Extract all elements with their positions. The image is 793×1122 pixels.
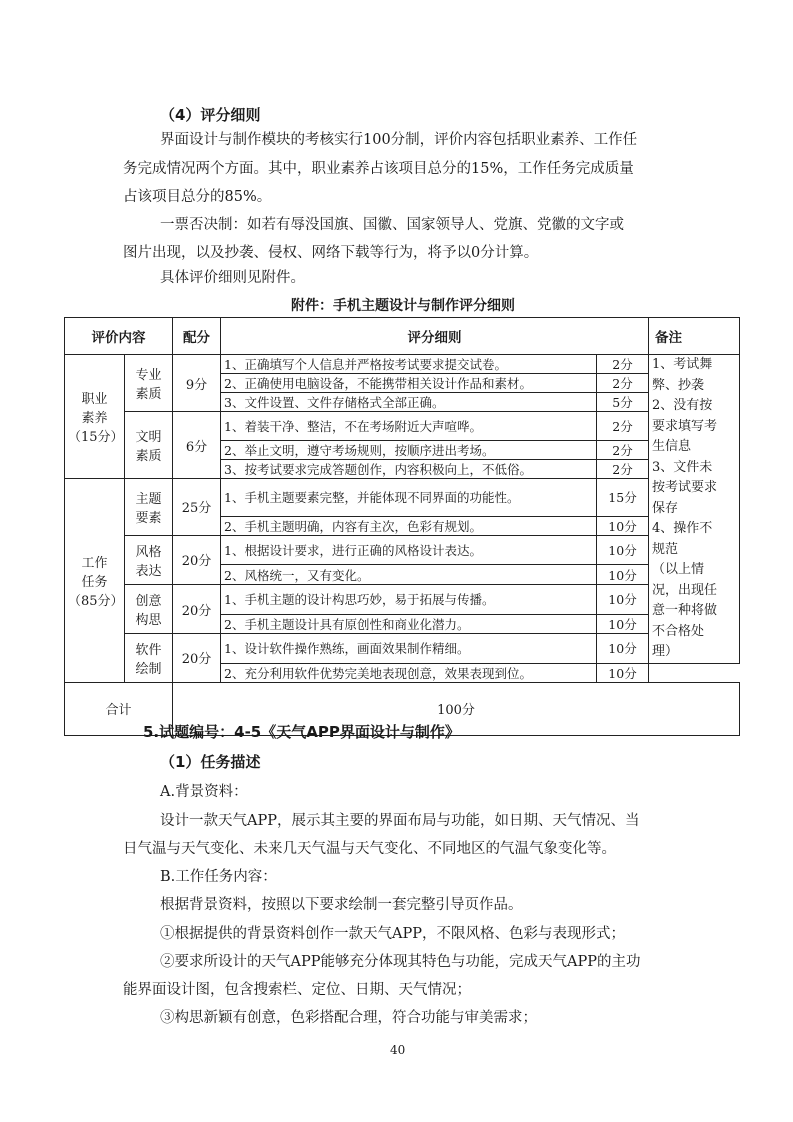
criterion: 2、充分利用软件优势完美地表现创意，效果表现到位。 [221,663,597,682]
paragraph-line: 能界面设计图，包含搜索栏、定位、日期、天气情况； [123,982,471,998]
sub-category [125,535,173,584]
sub-points: 25分 [173,479,221,535]
section-4-heading: （4）评分细则 [160,106,261,124]
section-5-heading: 5.试题编号：4-5《天气APP界面设计与制作》 [143,723,460,741]
subsection-heading: （1）任务描述 [160,753,261,771]
criterion: 2、正确使用电脑设备，不能携带相关设计作品和素材。 [221,374,597,393]
note-line: 1、考试舞 [652,357,713,372]
scoring-table [64,317,740,736]
criterion-points: 10分 [597,614,649,634]
note-line: 生信息 [652,439,692,454]
paragraph-line: 图片出现，以及抄袭、侵权、网络下载等行为，将予以0分计算。 [123,245,539,261]
group-name-line: 工作 [81,555,108,571]
sub-name-line: 专业 [135,368,162,383]
note-line: 弊、抄袭 [652,377,705,393]
criterion: 3、文件设置、文件存储格式全部正确。 [221,393,597,412]
criterion: 1、设计软件操作熟练，画面效果制作精细。 [221,634,597,663]
criterion: 2、风格统一，又有变化。 [221,565,597,585]
paragraph-line: 占该项目总分的85%。 [123,189,272,205]
header-points: 配分 [173,318,221,355]
sub-category [125,479,173,535]
criterion-points: 2分 [597,355,649,374]
paragraph-line: B.工作任务内容： [160,869,277,885]
paragraph-line: A.背景资料： [160,784,248,800]
note-line: 不合格处 [652,623,705,639]
criterion: 1、根据设计要求，进行正确的风格设计表达。 [221,535,597,565]
sub-name-line: 表达 [135,563,162,579]
paragraph-line: ②要求所设计的天气APP能够充分体现其特色与功能，完成天气APP的主功 [160,954,641,970]
header-notes: 备注 [649,318,740,355]
paragraph-line: ③构思新颖有创意，色彩搭配合理，符合功能与审美需求； [160,1010,537,1026]
paragraph-line: ①根据提供的背景资料创作一款天气APP，不限风格、色彩与表现形式； [160,926,625,942]
note-line: 保存 [652,500,679,516]
note-line: 3、文件未 [652,459,713,475]
sub-points: 20分 [173,634,221,682]
criterion-points: 10分 [597,634,649,663]
sub-name-line: 软件 [135,642,162,658]
criterion-points: 10分 [597,535,649,565]
criterion-points: 10分 [597,516,649,535]
criterion-points: 2分 [597,441,649,460]
criterion-points: 15分 [597,479,649,516]
table-caption: 附件：手机主题设计与制作评分细则 [291,298,515,314]
criterion-points: 5分 [597,393,649,412]
group-work-tasks [65,479,125,682]
sub-points: 20分 [173,584,221,633]
group-professional [65,355,125,479]
notes-cell [649,355,740,664]
paragraph-line: 根据背景资料，按照以下要求绘制一套完整引导页作品。 [160,897,523,913]
note-line: 理） [652,644,679,659]
sub-points: 6分 [173,412,221,479]
total-label: 合计 [65,682,173,735]
group-name-line: （85分） [68,593,124,609]
note-line: 2、没有按 [652,398,713,413]
sub-category [125,634,173,682]
sub-points: 9分 [173,355,221,412]
sub-name-line: 文明 [135,430,162,446]
group-name-line: 任务 [81,574,108,590]
criterion: 2、手机主题明确，内容有主次，色彩有规划。 [221,516,597,535]
note-line: 况，出现任 [652,582,718,598]
page-number: 40 [390,1043,406,1057]
criterion-points: 2分 [597,412,649,441]
sub-category [125,412,173,479]
group-name-line: （15分） [68,430,124,446]
criterion-points: 10分 [597,584,649,614]
paragraph-line: 界面设计与制作模块的考核实行100分制，评价内容包括职业素养、工作任 [160,132,638,148]
group-name-line: 职业 [81,392,108,408]
note-line: 意一种将做 [652,603,718,618]
criterion-points: 2分 [597,374,649,393]
sub-name-line: 风格 [135,544,162,560]
note-line: 规范 [652,541,679,557]
paragraph-line: 一票否决制：如若有辱没国旗、国徽、国家领导人、党旗、党徽的文字或 [160,217,624,233]
criterion-points: 10分 [597,565,649,585]
sub-name-line: 绘制 [135,661,162,677]
header-content: 评价内容 [65,318,173,355]
paragraph-line: 务完成情况两个方面。其中，职业素养占该项目总分的15%，工作任务完成质量 [123,161,634,177]
criterion: 1、手机主题要素完整，并能体现不同界面的功能性。 [221,479,597,516]
note-line: 按考试要求 [652,480,718,495]
sub-name-line: 主题 [135,491,162,507]
paragraph-line: 具体评价细则见附件。 [160,270,305,286]
sub-name-line: 素质 [135,449,162,465]
paragraph-line: 设计一款天气APP，展示其主要的界面布局与功能，如日期、天气情况、当 [160,813,640,829]
criterion: 2、举止文明，遵守考场规则，按顺序进出考场。 [221,441,597,460]
criterion: 1、正确填写个人信息并严格按考试要求提交试卷。 [221,355,597,374]
header-details: 评分细则 [221,318,649,355]
sub-name-line: 要素 [135,510,162,526]
criterion-points: 2分 [597,460,649,479]
sub-name-line: 构思 [135,613,162,629]
total-value: 100分 [173,682,740,735]
sub-category [125,355,173,412]
note-line: 4、操作不 [652,521,713,536]
criterion: 2、手机主题设计具有原创性和商业化潜力。 [221,614,597,634]
note-line: 要求填写考 [652,418,718,434]
sub-points: 20分 [173,535,221,584]
criterion: 1、手机主题的设计构思巧妙，易于拓展与传播。 [221,584,597,614]
paragraph-line: 日气温与天气变化、未来几天气温与天气变化、不同地区的气温气象变化等。 [123,841,616,857]
criterion: 1、着装干净、整洁，不在考场附近大声喧哗。 [221,412,597,441]
sub-name-line: 素质 [135,387,162,402]
group-name-line: 素养 [81,411,108,427]
criterion-points: 10分 [597,663,649,682]
note-line: （以上情 [652,562,705,577]
sub-name-line: 创意 [135,594,162,610]
criterion: 3、按考试要求完成答题创作，内容积极向上，不低俗。 [221,460,597,479]
sub-category [125,584,173,633]
